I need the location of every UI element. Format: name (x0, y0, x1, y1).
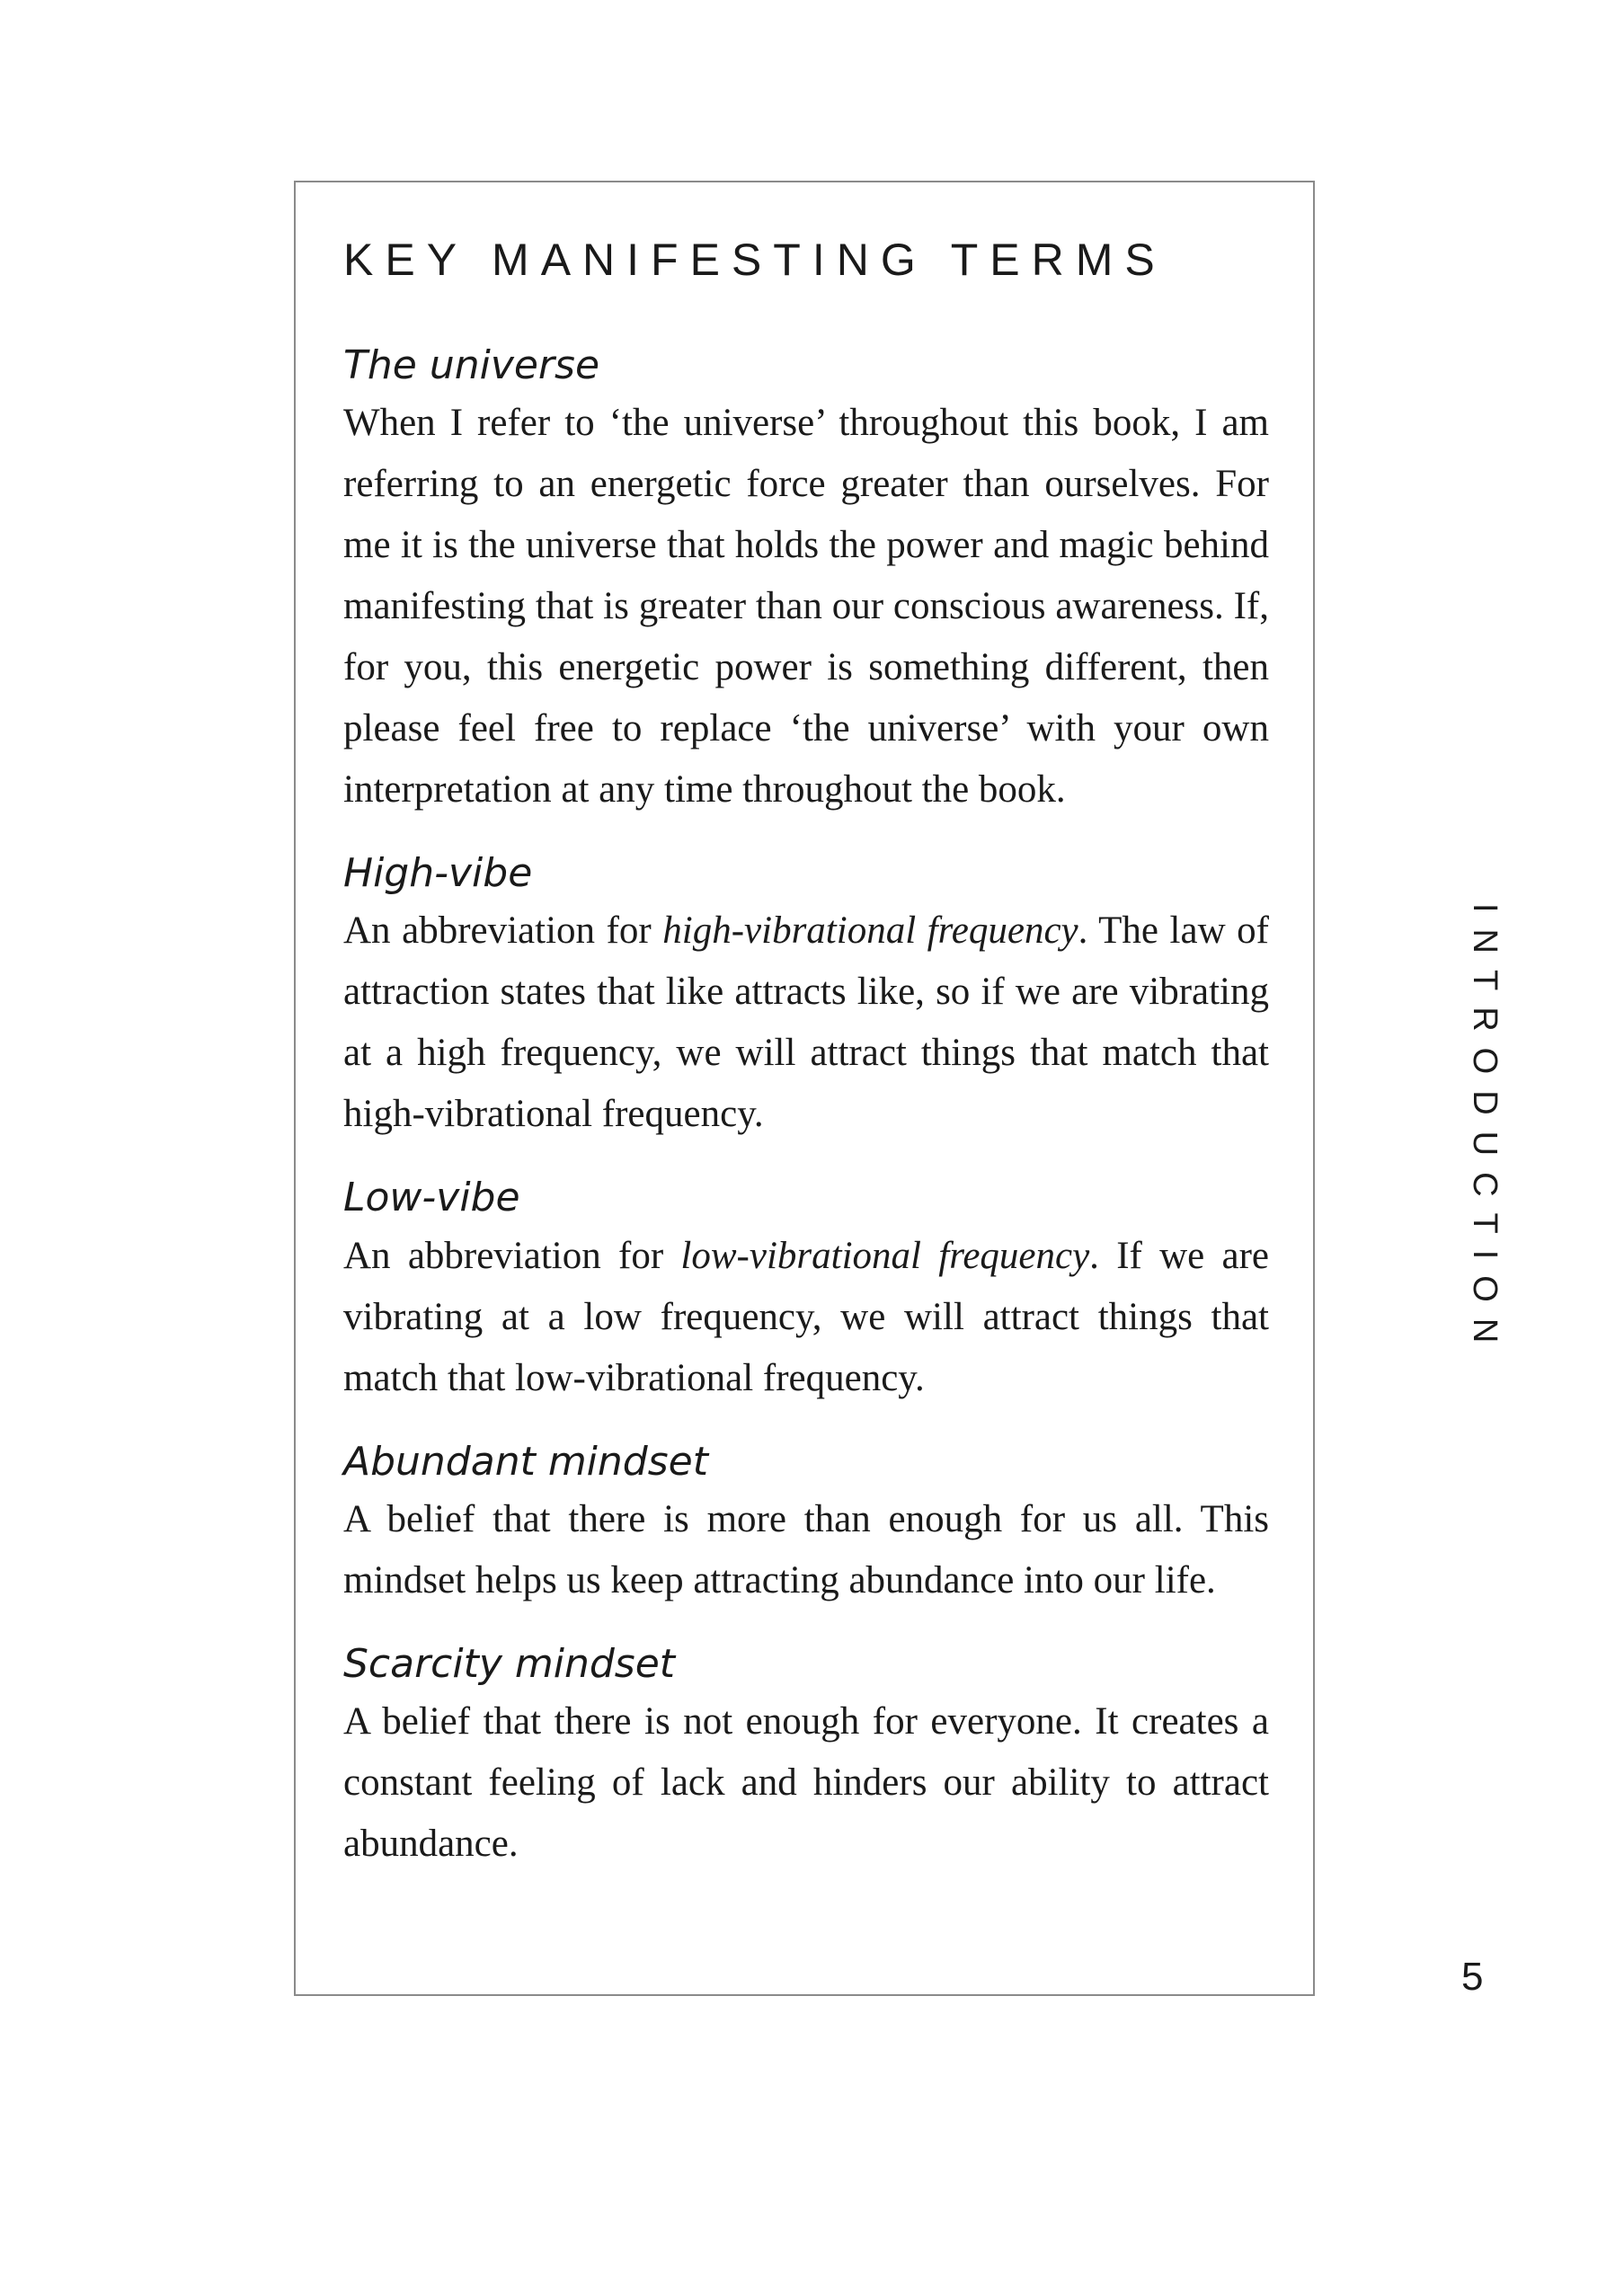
term-low-vibe (343, 1172, 1269, 1408)
definition-emphasis: high-vibrational frequency (662, 909, 1078, 953)
term-abundant-mindset (343, 1436, 1269, 1611)
key-terms-box (294, 181, 1315, 1996)
definition-emphasis: low-vibrational frequency (680, 1234, 1090, 1277)
term-definition (343, 1226, 1269, 1409)
term-title: Abundant mindset (343, 1438, 708, 1485)
term-definition: A belief that there is not enough for everyone. It creates a constant feeling of lack and hinders our ability to attract abundance. (343, 1699, 1269, 1865)
definition-text: An abbreviation for (343, 909, 663, 953)
term-definition (343, 900, 1269, 1145)
definition-text: . The law of attraction states that like attracts like, so if we are vibrating at a high frequency, we will attract things that match that high-vibrational frequency. (343, 909, 1270, 1136)
chapter-side-label: INTRODUCTION (1466, 903, 1504, 1360)
term-definition: When I refer to ‘the universe’ throughout this book, I am referring to an energetic force greater than ourselves. For me it is the universe that holds the power and magic behind manifesting that is greater than our conscious awareness. If, for you, this energetic power is something different, then please feel free to replace ‘the universe’ with your own interpretation at any time throughout the book. (343, 402, 1269, 812)
term-scarcity-mindset (343, 1638, 1269, 1875)
term-title: Scarcity mindset (343, 1640, 676, 1687)
key-terms-content (343, 231, 1269, 1902)
term-the-universe (343, 340, 1269, 821)
term-title: The universe (343, 342, 600, 388)
definition-text: An abbreviation for (343, 1234, 681, 1277)
term-title: Low-vibe (343, 1175, 520, 1221)
definition-text: . If we are vibrating at a low frequency, we will attract things that match that low-vibrational frequency. (343, 1234, 1269, 1399)
page-number: 5 (1461, 1955, 1484, 1999)
term-definition: A belief that there is more than enough for us all. This mindset helps us keep attracting abundance into our life. (343, 1497, 1269, 1601)
term-title: High-vibe (343, 850, 533, 897)
section-heading: KEY MANIFESTING TERMS (343, 235, 1167, 285)
term-high-vibe (343, 847, 1269, 1145)
